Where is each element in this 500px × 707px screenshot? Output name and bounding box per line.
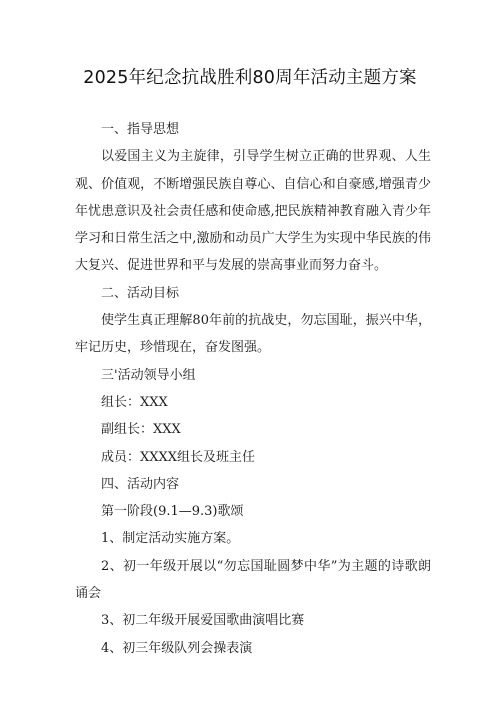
section-heading-guiding-ideology: 一、指导思想 bbox=[101, 122, 180, 137]
section-heading-activity-content: 四、活动内容 bbox=[101, 476, 180, 492]
section-heading-leadership-group: 三'活动领导小组 bbox=[101, 367, 196, 383]
section-heading-activity-goals: 二、活动目标 bbox=[101, 285, 180, 301]
paragraph-guiding-ideology: 以爱国主义为主旋律，引导学生树立正确的世界观、人生观、价值观，不断增强民族自尊心、自信心和自豪感,增强青少年忧患意识及社会责任感和使命感,把民族精神教育融入青少年学习和日常生活之中,激励和动员广大学生为实现中华民族的伟大复兴、促进世界和平与发展的崇高事业而努力奋斗。 bbox=[75, 149, 431, 274]
leader-line: 组长：XXX bbox=[101, 394, 168, 410]
list-item: 4、初三年级队列会操表演 bbox=[101, 640, 253, 656]
list-item: 1、制定活动实施方案。 bbox=[101, 531, 240, 547]
document-title: 2025年纪念抗战胜利80周年活动主题方案 bbox=[83, 68, 417, 88]
list-item: 3、初二年级开展爱国歌曲演唱比赛 bbox=[101, 613, 305, 629]
deputy-leader-line: 副组长：XXX bbox=[101, 422, 181, 438]
document-body bbox=[75, 116, 431, 662]
paragraph-activity-goals: 使学生真正理解80年前的抗战史，勿忘国耻，振兴中华，牢记历史，珍惜现在，奋发图强。 bbox=[75, 313, 431, 356]
list-item: 2、初一年级开展以“勿忘国耻圆梦中华”为主题的诗歌朗诵会 bbox=[75, 558, 431, 602]
members-line: 成员：XXXX组长及班主任 bbox=[101, 449, 256, 465]
phase-one-heading: 第一阶段(9.1—9.3)歌颂 bbox=[101, 504, 244, 520]
